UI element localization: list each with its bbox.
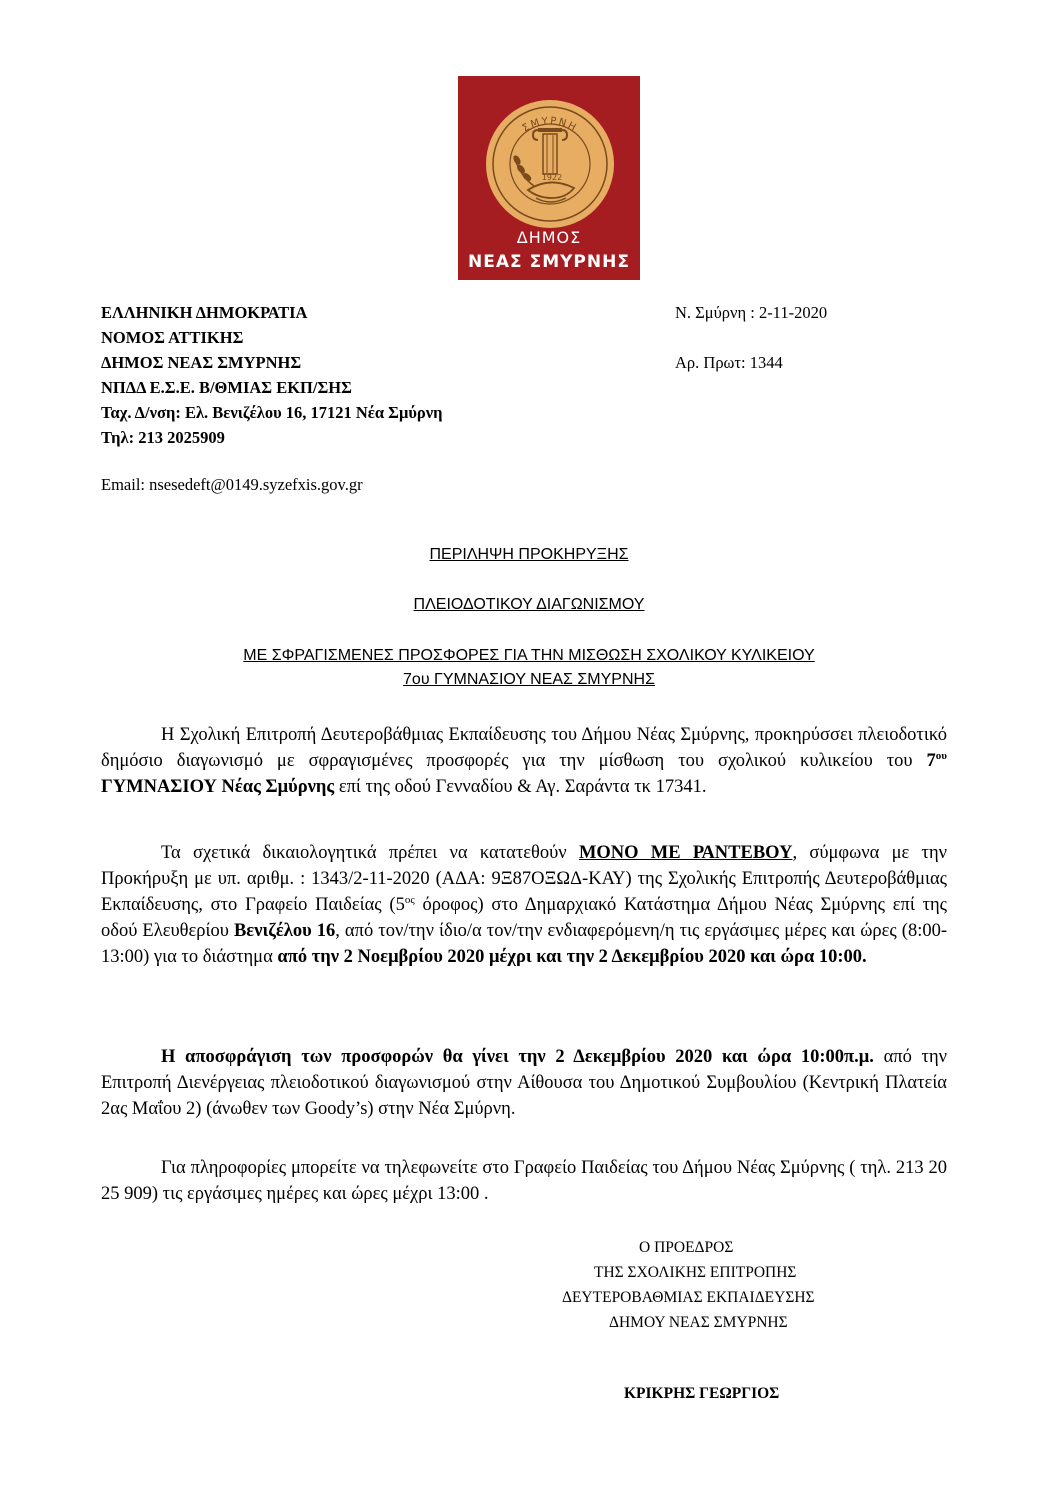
svg-text:1922: 1922 [541, 173, 563, 182]
place-date: Ν. Σμύρνη : 2-11-2020 [675, 303, 828, 322]
p1-school-name: ΓΥΜΝΑΣΙΟΥ Νέας Σμύρνης [101, 777, 335, 797]
p2-appointment-only: ΜΟΝΟ ΜΕ ΡΑΝΤΕΒΟΥ [578, 843, 793, 863]
svg-text:ΣΜΥΡΝΗ: ΣΜΥΡΝΗ [520, 115, 580, 135]
seal-lettering [484, 98, 616, 230]
p1-text-d: επί της οδού Γενναδίου & Αγ. Σαράντα τκ 17341. [334, 777, 707, 797]
p1-school-sup: ου [935, 749, 947, 762]
title-tender: ΠΛΕΙΟΔΟΤΙΚΟΥ ΔΙΑΓΩΝΙΣΜΟΥ [413, 596, 645, 613]
title-school: 7ου ΓΥΜΝΑΣΙΟΥ ΝΕΑΣ ΣΜΥΡΝΗΣ [403, 671, 655, 688]
p2-text-a: Τα σχετικά δικαιολογητικά πρέπει να κατατεθούν [161, 843, 579, 863]
protocol-number: Αρ. Πρωτ: 1344 [675, 353, 783, 372]
p2-text-d: όροφος) στο Δημαρχιακό Κατάστημα Δήμου Νέας Σμύρνης επί της οδού Ελευθερίου [101, 895, 948, 941]
body-paragraph-1 [101, 722, 947, 800]
title-subject: ΜΕ ΣΦΡΑΓΙΣΜΕΝΕΣ ΠΡΟΣΦΟΡΕΣ ΓΙΑ ΤΗΝ ΜΙΣΘΩΣΗ ΣΧΟΛΙΚΟΥ ΚΥΛΙΚΕΙΟΥ [243, 647, 815, 664]
title-summary: ΠΕΡΙΛΗΨΗ ΠΡΟΚΗΡΥΞΗΣ [429, 546, 629, 563]
p2-text-c: , σύμφωνα με την Προκήρυξη με υπ. αριθμ. : 1343/2-11-2020 (ΑΔΑ: 9Ξ87ΟΞΩΔ-ΚΑΥ) της Σχολικής Επιτροπής Δευτεροβάθμιας Εκπαίδευσης, στο Γραφείο Παιδείας (5 [101, 843, 948, 915]
sender-address: Ταχ. Δ/νση: Ελ. Βενιζέλου 16, 17121 Νέα Σμύρνη [101, 403, 443, 422]
signature-line-3: ΔΕΥΤΕΡΟΒΑΘΜΙΑΣ ΕΚΠΑΙΔΕΥΣΗΣ [562, 1289, 815, 1306]
signature-line-1: Ο ΠΡΟΕΔΡΟΣ [639, 1239, 734, 1256]
body-paragraph-3 [101, 1044, 947, 1122]
signature-line-2: ΤΗΣ ΣΧΟΛΙΚΗΣ ΕΠΙΤΡΟΠΗΣ [594, 1264, 797, 1281]
sender-line-2: ΝΟΜΟΣ ΑΤΤΙΚΗΣ [101, 328, 244, 347]
logo-title-line1: ΔΗΜΟΣ [516, 228, 582, 247]
p2-period: από την 2 Νοεμβρίου 2020 μέχρι και την 2 Δεκεμβρίου 2020 και ώρα 10:00. [277, 947, 867, 967]
p1-text-a: Η Σχολική Επιτροπή Δευτεροβάθμιας Εκπαίδευσης του Δήμου Νέας Σμύρνης, προκηρύσσει πλειοδοτικό δημόσιο διαγωνισμό με σφραγισμένες προσφορές για την μίσθωση του σχολικού κυλικείου του [101, 725, 947, 771]
p3-opening-date: Η αποσφράγιση των προσφορών θα γίνει την 2 Δεκεμβρίου 2020 και ώρα 10:00π.μ. [161, 1047, 874, 1067]
p2-floor-sup: ος [404, 893, 415, 906]
p3-text-b: από την Επιτροπή Διενέργειας πλειοδοτικού διαγωνισμού στην Αίθουσα του Δημοτικού Συμβουλίου (Κεντρική Πλατεία 2ας Μαΐου 2) (άνωθεν των Goody’s) στην Νέα Σμύρνη. [101, 1047, 947, 1119]
sender-email: Email: nsesedeft@0149.syzefxis.gov.gr [101, 475, 363, 494]
p2-street: Βενιζέλου 16 [233, 921, 336, 941]
sender-line-1: ΕΛΛΗΝΙΚΗ ΔΗΜΟΚΡΑΤΙΑ [101, 303, 308, 322]
p2-text-f: , από τον/την ίδιο/α τον/την ενδιαφερόμενη/η τις εργάσιμες μέρες και ώρες (8:00-13:00) για το διάστημα [101, 921, 948, 967]
sender-line-3: ΔΗΜΟΣ ΝΕΑΣ ΣΜΥΡΝΗΣ [101, 353, 302, 372]
signature-name: ΚΡΙΚΡΗΣ ΓΕΩΡΓΙΟΣ [624, 1385, 780, 1402]
p1-school-number: 7 [926, 751, 936, 771]
signature-line-4: ΔΗΜΟΥ ΝΕΑΣ ΣΜΥΡΝΗΣ [609, 1314, 788, 1331]
sender-line-4: ΝΠΔΔ Ε.Σ.Ε. Β/ΘΜΙΑΣ ΕΚΠ/ΣΗΣ [101, 378, 352, 397]
municipality-logo [458, 76, 640, 280]
body-paragraph-4: Για πληροφορίες μπορείτε να τηλεφωνείτε στο Γραφείο Παιδείας του Δήμου Νέας Σμύρνης ( τηλ. 213 20 25 909) τις εργάσιμες ημέρες και ώρες μέχρι 13:00 . [101, 1158, 947, 1204]
body-paragraph-2 [101, 840, 947, 970]
sender-phone: Τηλ: 213 2025909 [101, 428, 225, 447]
logo-title-line2: ΝΕΑΣ ΣΜΥΡΝΗΣ [468, 252, 630, 272]
